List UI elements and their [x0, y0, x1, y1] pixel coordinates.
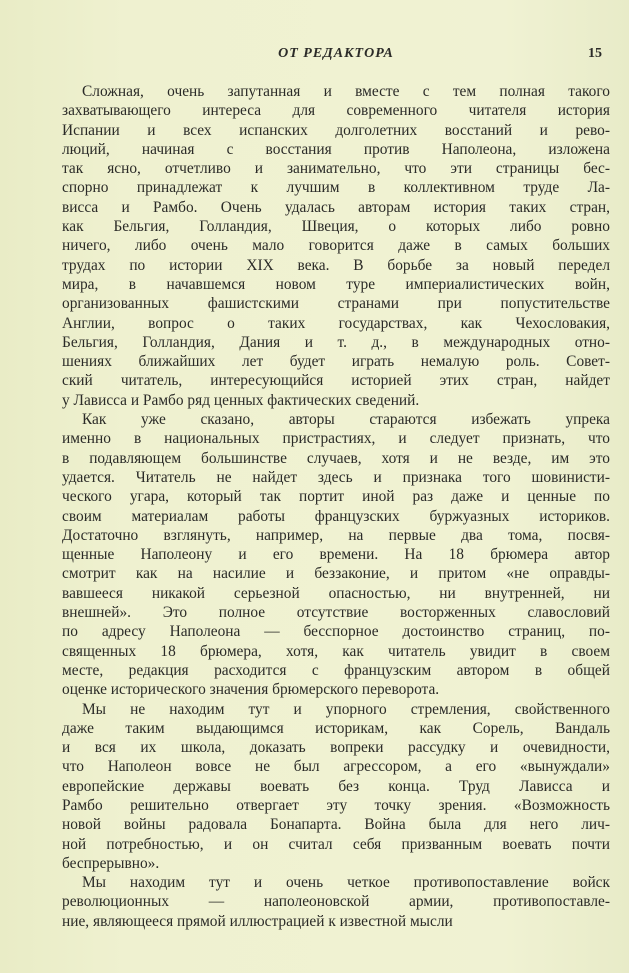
running-title: ОТ РЕДАКТОРА [278, 46, 394, 61]
text-line: смотрит как на насилие и беззаконие, и притом «не оправды- [62, 565, 610, 583]
text-line: европейские державы воевать без конца. Труд Лависса и [62, 777, 610, 795]
paragraph [62, 873, 610, 931]
paragraph [62, 410, 610, 699]
text-line: Достаточно взглянуть, например, на первые два тома, посвя- [62, 526, 610, 544]
text-line: ский читатель, интересующийся историей этих стран, найдет [62, 372, 610, 390]
text-line: Рамбо решительно отвергает эту точку зрения. «Возможность [62, 796, 610, 814]
text-line: внешней». Это полное отсутствие восторженных славословий [62, 604, 610, 622]
text-line: ной потребностью, и он считал себя призванным воевать почти [62, 835, 610, 853]
text-line: шениях ближайших лет будет играть немалую роль. Совет- [62, 353, 610, 371]
page-header [62, 46, 610, 66]
text-line: висса и Рамбо. Очень удалась авторам история таких стран, [62, 198, 610, 216]
text-line: месте, редакция расходится с французским автором в общей [62, 661, 610, 679]
text-line: ничего, либо очень мало говорится даже в самых больших [62, 237, 610, 255]
paragraph [62, 700, 610, 874]
body-text [62, 82, 610, 931]
text-line: щенные Наполеону и его времени. На 18 брюмера автор [62, 546, 610, 564]
text-line: Бельгия, Голландия, Дания и т. д., в международных отно- [62, 333, 610, 351]
text-line: Англии, вопрос о таких государствах, как Чехословакия, [62, 314, 610, 332]
text-line: священных 18 брюмера, хотя, как читатель увидит в своем [62, 642, 610, 660]
text-line: организованных фашистскими странами при попустительстве [62, 295, 610, 313]
text-line: трудах по истории XIX века. В борьбе за новый передел [62, 256, 610, 274]
text-line: по адресу Наполеона — бесспорное достоинство страниц, по- [62, 623, 610, 641]
text-line: Сложная, очень запутанная и вместе с тем полная такого [82, 83, 610, 100]
page-number: 15 [588, 46, 602, 61]
text-line: ние, являющееся прямой иллюстрацией к известной мысли [62, 912, 453, 930]
text-line: захватывающего интереса для современного читателя история [62, 102, 610, 120]
text-line: спорно принадлежат к лучшим в коллективном труде Ла- [62, 179, 610, 197]
text-line: в подавляющем большинстве случаев, хотя и не везде, им это [62, 449, 610, 467]
text-line: как Бельгия, Голландия, Швеция, о которых либо ровно [62, 218, 610, 236]
text-line: даже таким выдающимся историкам, как Сорель, Вандаль [62, 719, 610, 737]
text-line: у Лависса и Рамбо ряд ценных фактических сведений. [62, 391, 420, 409]
text-line: именно в национальных пристрастиях, и следует признать, что [62, 430, 610, 448]
text-line: так ясно, отчетливо и занимательно, что эти страницы бес- [62, 160, 610, 178]
text-line: оценке исторического значения брюмерского переворота. [62, 681, 440, 699]
text-line: вавшееся никакой серьезной опасностью, ни внутренней, ни [62, 584, 610, 602]
text-line: люций, начиная с восстания против Наполеона, изложена [62, 140, 610, 158]
paragraph [62, 82, 610, 410]
text-line: и вся их школа, доказать вопреки рассудку и очевидности, [62, 739, 610, 757]
text-line: что Наполеон вовсе не был агрессором, а его «вынуждали» [62, 758, 610, 776]
text-line: Как уже сказано, авторы стараются избежать упрека [82, 411, 610, 429]
text-line: ческого угара, который так портит иной раз даже и ценные по [62, 488, 610, 506]
text-line: удается. Читатель не найдет здесь и признака того шовинисти- [62, 468, 610, 486]
text-line: своим материалам работы французских буржуазных историков. [62, 507, 610, 525]
text-line: Мы не находим тут и упорного стремления, свойственного [82, 700, 610, 718]
text-line: Мы находим тут и очень четкое противопоставление войск [82, 874, 610, 892]
text-line: революционных — наполеоновской армии, противопоставле- [62, 893, 610, 911]
text-line: Испании и всех испанских долголетних восстаний и рево- [62, 121, 610, 139]
text-line: новой войны радовала Бонапарта. Война была для него лич- [62, 816, 610, 834]
text-line: мира, в начавшемся новом туре империалистических войн, [62, 275, 610, 293]
text-line: беспрерывно». [62, 854, 160, 872]
